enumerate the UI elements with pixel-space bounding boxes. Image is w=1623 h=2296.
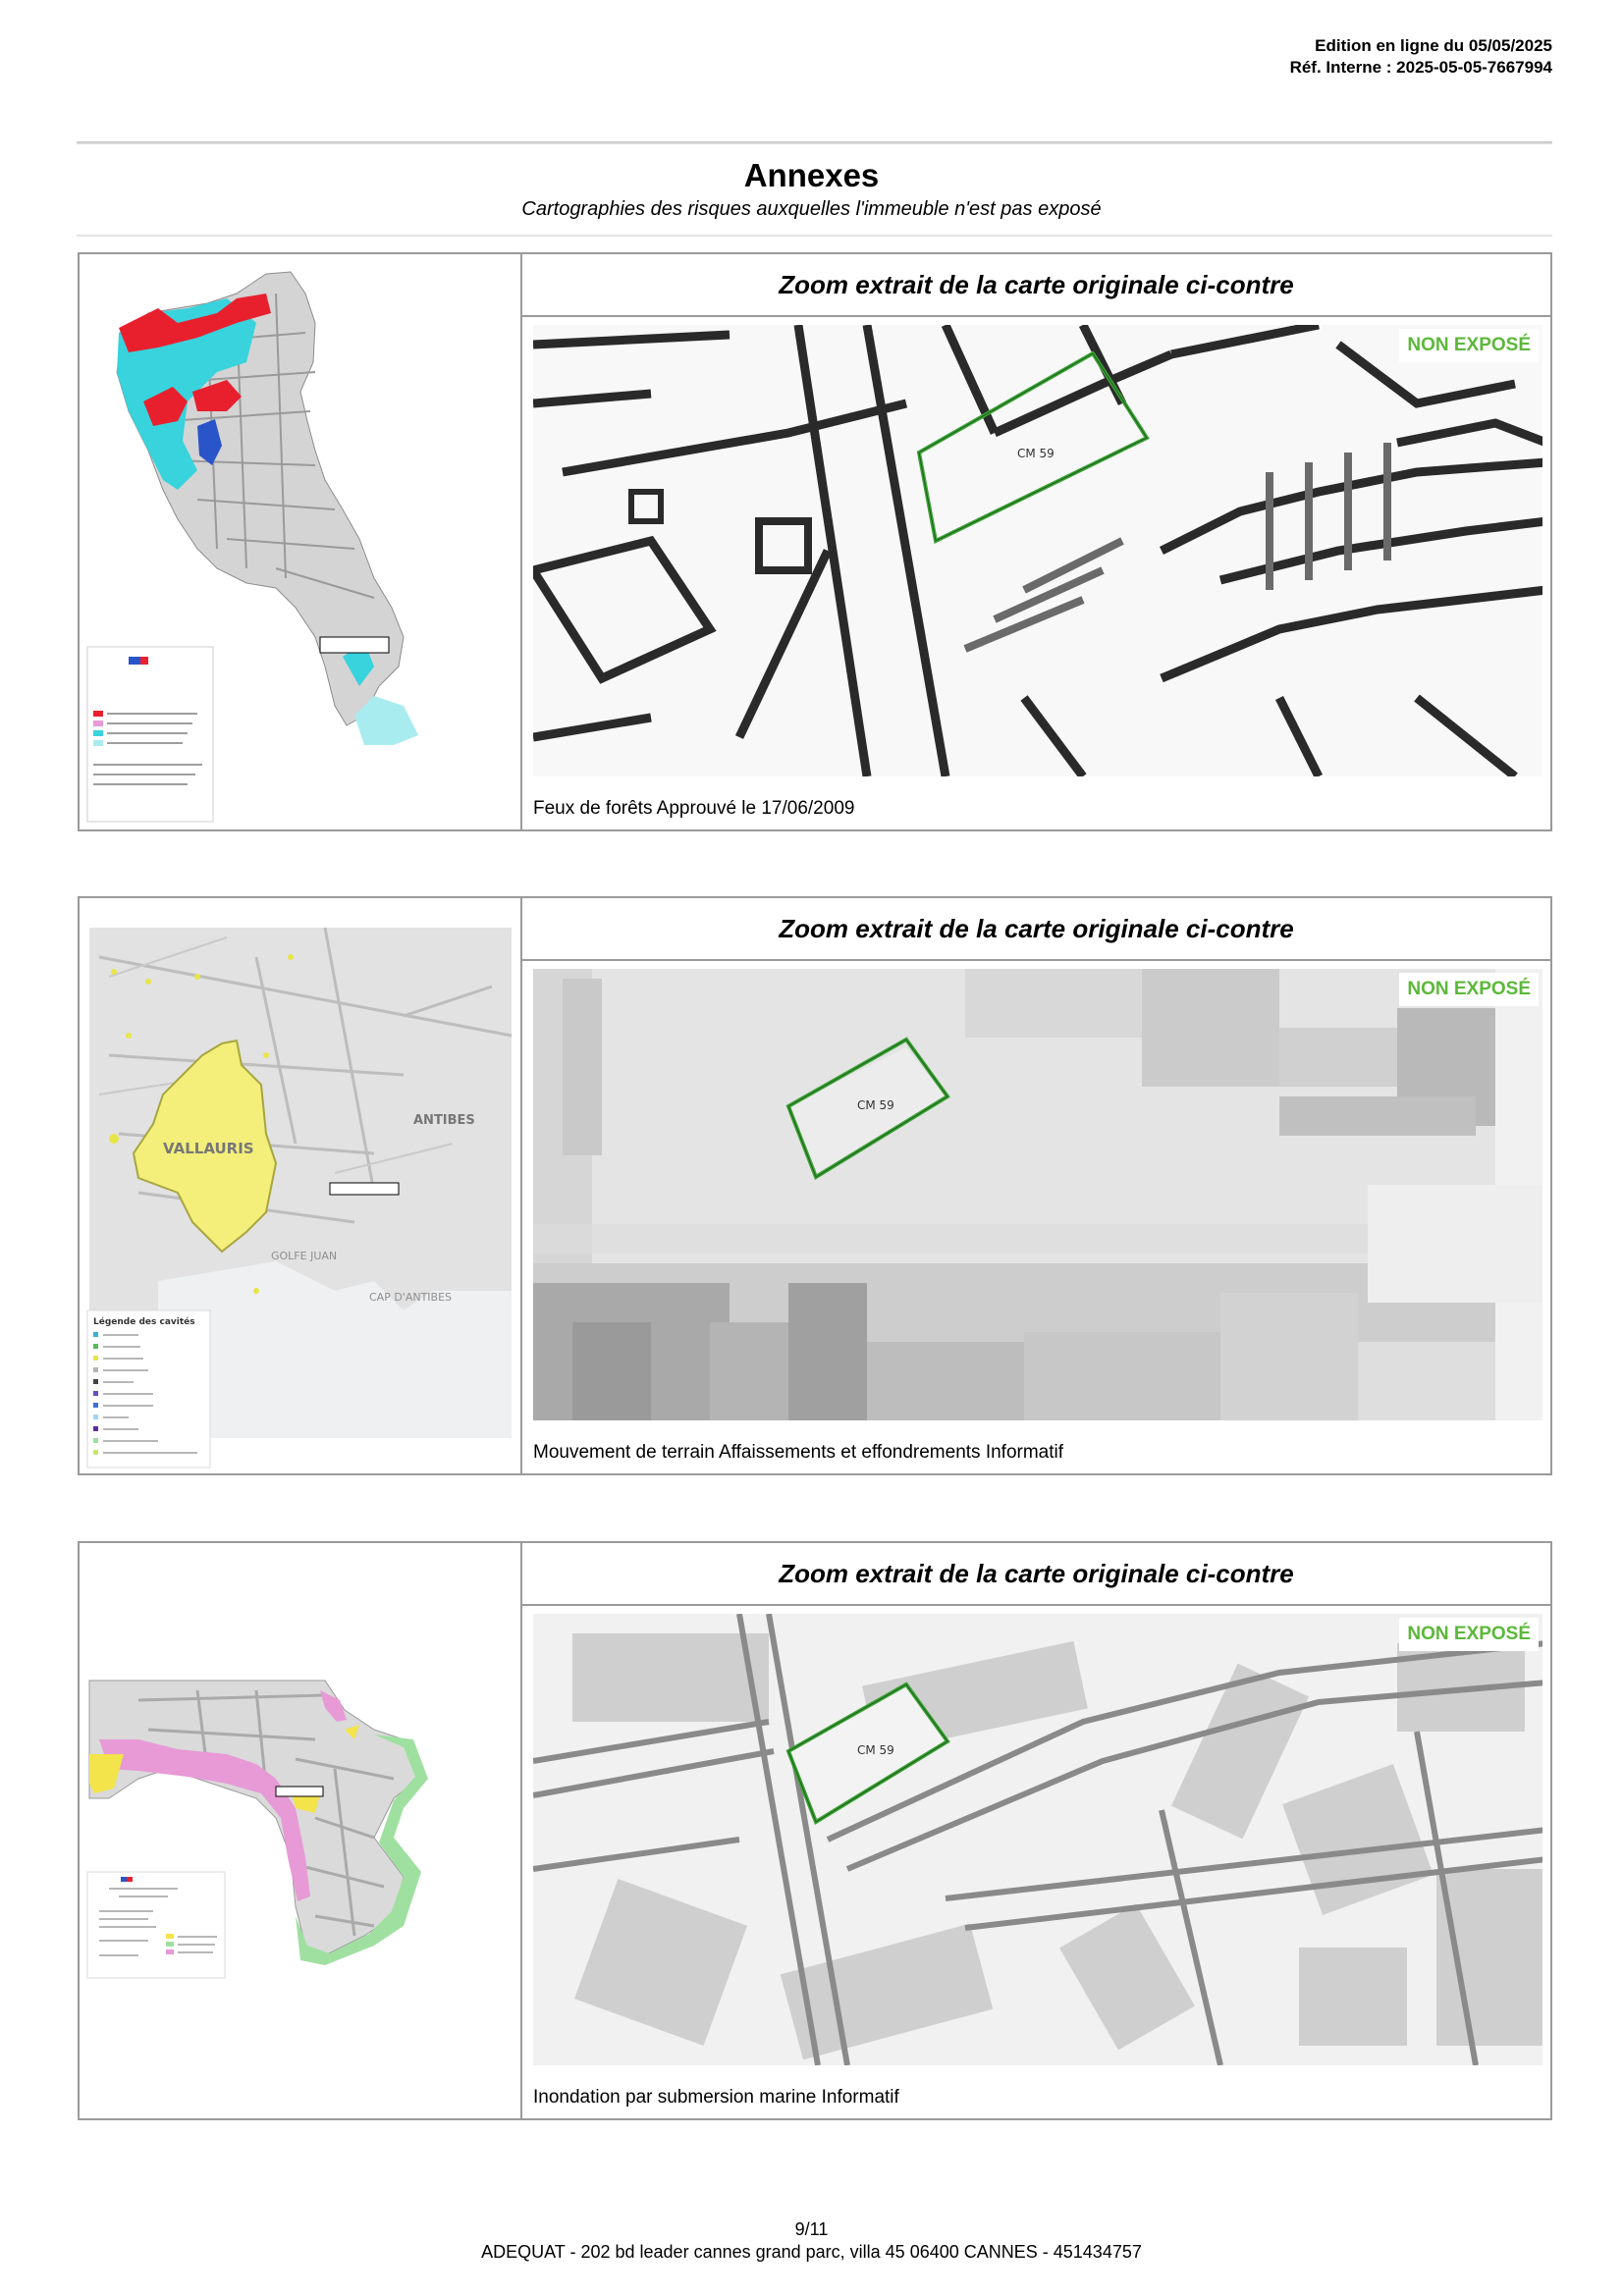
internal-reference: Réf. Interne : 2025-05-05-7667994 [1289,58,1552,77]
location-marker [320,637,389,653]
page-footer [0,2218,1623,2264]
location-marker [330,1183,399,1195]
risk-block-flood [78,1541,1552,2120]
overview-map-ground [80,898,522,1473]
status-badge: NON EXPOSÉ [1399,973,1539,1006]
parcel-label: CM 59 [857,1743,894,1757]
parcel-label: CM 59 [857,1098,894,1112]
edition-header [1290,35,1552,79]
top-divider [77,141,1552,144]
location-marker [276,1787,323,1796]
status-badge: NON EXPOSÉ [1399,1618,1539,1651]
risk-caption: Feux de forêts Approuvé le 17/06/2009 [533,798,855,819]
risk-block-ground [78,896,1552,1475]
legend-title: Légende des cavités [93,1317,195,1327]
map-label-antibes: ANTIBES [413,1113,475,1128]
risk-block-fire [78,252,1552,831]
page-subtitle: Cartographies des risques auxquelles l'immeuble n'est pas exposé [521,198,1102,220]
zoom-map-ground [533,969,1542,1420]
zoom-title-ground: Zoom extrait de la carte originale ci-contre [522,898,1550,961]
page-title: Annexes [743,157,880,193]
risk-caption: Inondation par submersion marine Informatif [533,2087,899,2108]
map-label-golfe-juan: GOLFE JUAN [271,1250,338,1262]
overview-map-flood [80,1543,522,2118]
company-info: ADEQUAT - 202 bd leader cannes grand parc, villa 45 06400 CANNES - 451434757 [481,2242,1142,2262]
map-label-cap-antibes: CAP D'ANTIBES [369,1291,453,1304]
risk-caption: Mouvement de terrain Affaissements et effondrements Informatif [533,1442,1064,1463]
parcel-label: CM 59 [1017,447,1055,460]
zoom-map-fire [533,325,1542,776]
zoom-title-fire: Zoom extrait de la carte originale ci-contre [522,254,1550,317]
zoom-map-flood [533,1614,1542,2065]
page-number: 9/11 [794,2219,829,2239]
zoom-title-flood: Zoom extrait de la carte originale ci-contre [522,1543,1550,1606]
status-badge: NON EXPOSÉ [1399,329,1539,362]
overview-map-fire [80,254,522,829]
map-label-vallauris: VALLAURIS [163,1140,254,1157]
subtitle-divider [77,235,1552,237]
edition-date: Edition en ligne du 05/05/2025 [1315,36,1552,55]
